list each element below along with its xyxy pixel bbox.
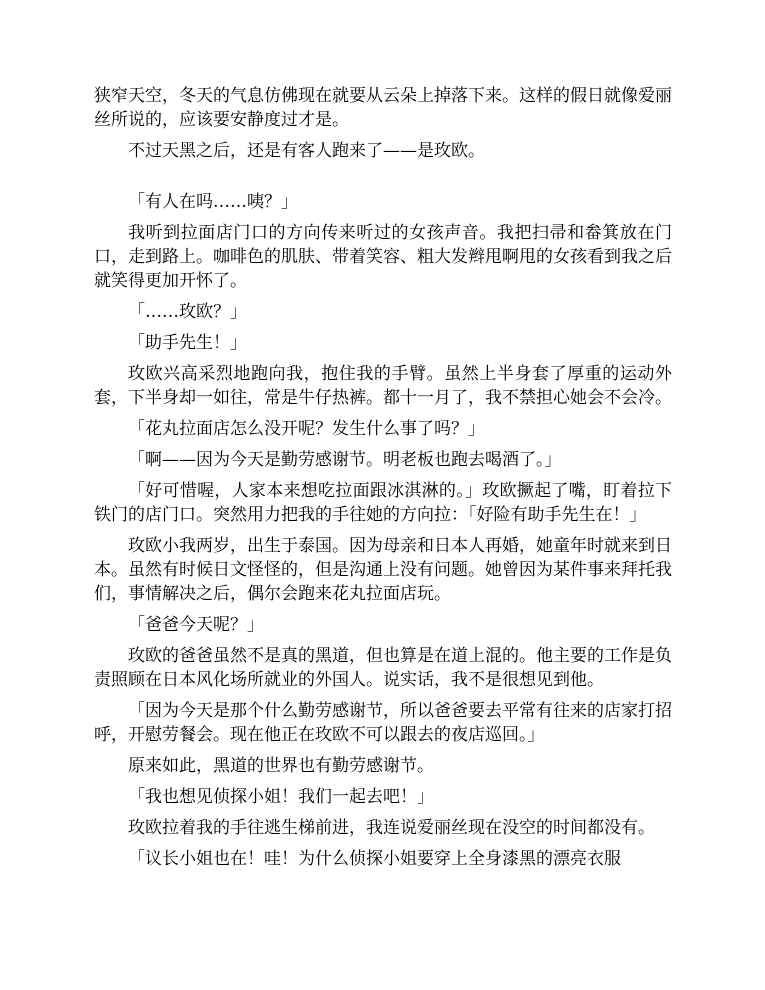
dialogue-paragraph: 「花丸拉面店怎么没开呢？发生什么事了吗？」 bbox=[128, 419, 485, 439]
novel-page bbox=[94, 84, 672, 878]
dialogue-paragraph: 「议长小姐也在！哇！为什么侦探小姐要穿上全身漆黑的漂亮衣服 bbox=[128, 849, 621, 869]
paragraph: 玫欧拉着我的手往逃生梯前进，我连说爱丽丝现在没空的时间都没有。 bbox=[128, 818, 655, 838]
paragraph: 不过天黑之后，还是有客人跑来了——是玫欧。 bbox=[128, 141, 485, 161]
dialogue-paragraph: 「好可惜喔，人家本来想吃拉面跟冰淇淋的。」玫欧撅起了嘴，盯着拉下铁门的店门口。突然用力把我的手往她的方向拉：「好险有助手先生在！」 bbox=[94, 481, 672, 525]
dialogue-paragraph: 「有人在吗……咦？」 bbox=[128, 192, 298, 212]
dialogue-paragraph: 「因为今天是那个什么勤劳感谢节，所以爸爸要去平常有往来的店家打招呼，开慰劳餐会。现在他正在玫欧不可以跟去的夜店巡回。」 bbox=[94, 701, 672, 745]
paragraph: 原来如此，黑道的世界也有勤劳感谢节。 bbox=[128, 756, 434, 776]
dialogue-paragraph: 「助手先生！」 bbox=[128, 333, 247, 353]
paragraph: 玫欧兴高采烈地跑向我，抱住我的手臂。虽然上半身套了厚重的运动外套，下半身却一如往，常是牛仔热裤。都十一月了，我不禁担心她会不会冷。 bbox=[94, 364, 672, 408]
dialogue-paragraph: 「我也想见侦探小姐！我们一起去吧！」 bbox=[128, 787, 434, 807]
section-break bbox=[94, 170, 672, 190]
paragraph: 玫欧的爸爸虽然不是真的黑道，但也算是在道上混的。他主要的工作是负责照顾在日本风化场所就业的外国人。说实话，我不是很想见到他。 bbox=[94, 646, 672, 690]
paragraph: 我听到拉面店门口的方向传来听过的女孩声音。我把扫帚和畚箕放在门口，走到路上。咖啡色的肌肤、带着笑容、粗大发辫甩啊甩的女孩看到我之后就笑得更加开怀了。 bbox=[94, 223, 672, 291]
dialogue-paragraph: 「啊——因为今天是勤劳感谢节。明老板也跑去喝酒了。」 bbox=[128, 450, 562, 470]
paragraph-continuation: 狭窄天空，冬天的气息仿佛现在就要从云朵上掉落下来。这样的假日就像爱丽丝所说的，应该要安静度过才是。 bbox=[94, 86, 672, 130]
dialogue-paragraph: 「……玫欧？」 bbox=[128, 302, 247, 322]
dialogue-paragraph: 「爸爸今天呢？」 bbox=[128, 615, 264, 635]
paragraph: 玫欧小我两岁，出生于泰国。因为母亲和日本人再婚，她童年时就来到日本。虽然有时候日文怪怪的，但是沟通上没有问题。她曾因为某件事来拜托我们，事情解决之后，偶尔会跑来花丸拉面店玩。 bbox=[94, 536, 672, 604]
